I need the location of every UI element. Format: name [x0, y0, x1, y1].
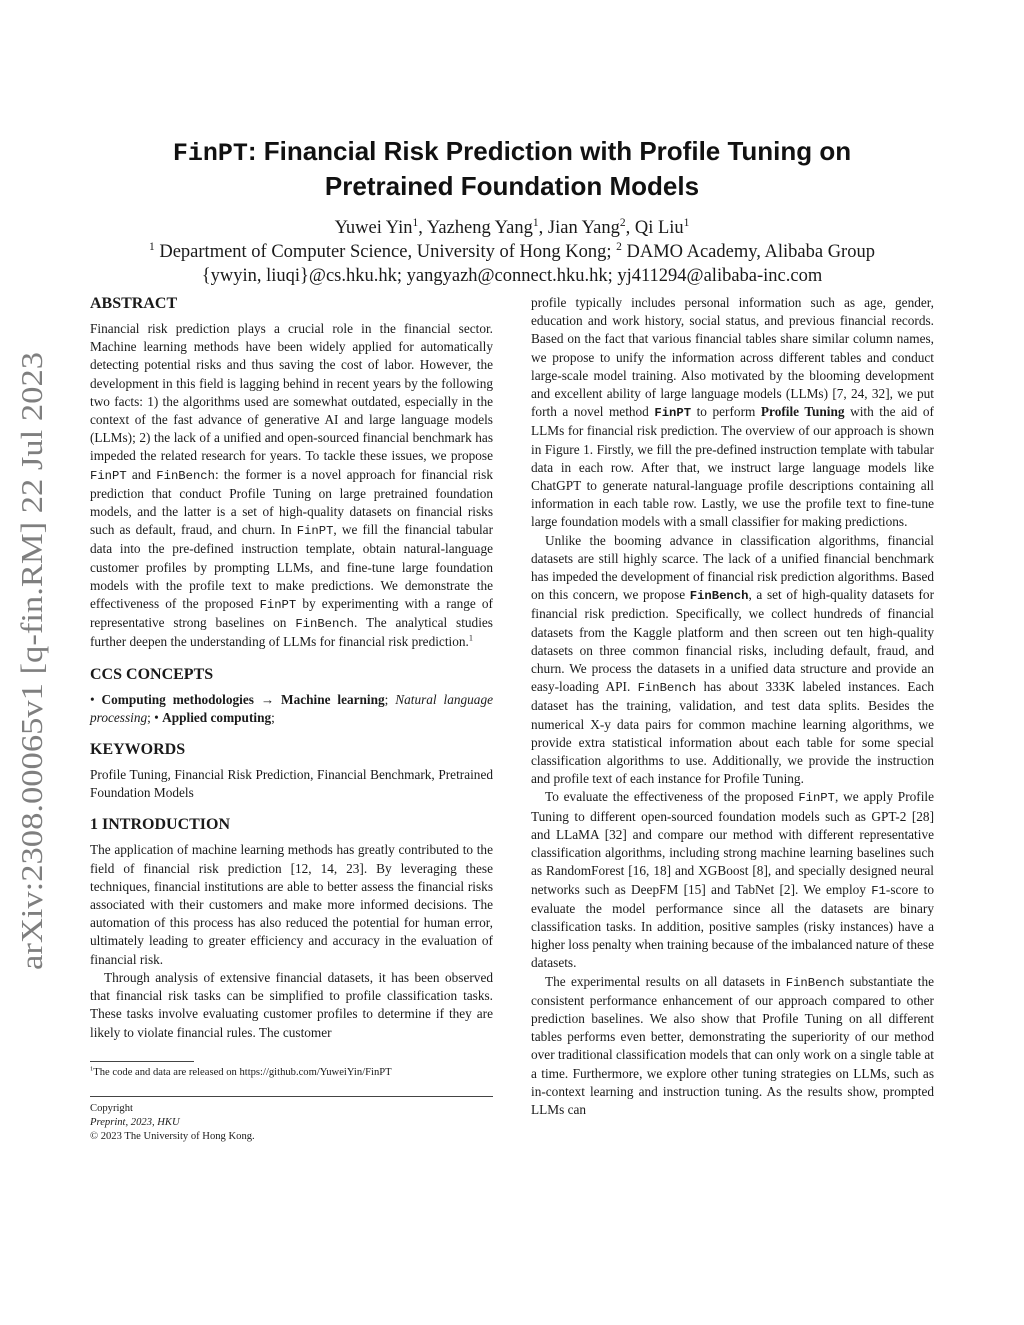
copyright-block: [90, 1102, 493, 1144]
intro-paragraph-5: To evaluate the effectiveness of the proposed FinPT, we apply Profile Tuning to different open-sourced foundation models such as GPT-2 [28] and LLaMA [32] and compare our method with different representative classification algorithms, including strong machine learning baselines such as RandomForest [16, 18] and XGBoost [8], and specially designed neural networks such as DeepFM [15] and TabNet [2]. We employ F1-score to evaluate the model performance since all the datasets are binary classification tasks. In addition, positive samples (risky instances) have a higher loss penalty when training because of the imbalanced nature of these datasets.: [531, 789, 934, 971]
author-affiliation-mark: 1: [412, 216, 419, 229]
author-affiliation-mark: 1: [683, 216, 690, 229]
author-name: Yuwei Yin: [334, 218, 413, 238]
footnote-mark: 1: [468, 634, 473, 644]
left-column: [90, 294, 493, 1144]
introduction-heading: 1 INTRODUCTION: [90, 816, 231, 834]
keywords-heading: KEYWORDS: [90, 741, 186, 759]
abstract-paragraph: Financial risk prediction plays a crucial role in the financial sector. Machine learning methods have been widely applied for automatically detecting potential risks and thus saving the cost of labor. However, the development in this field is lagging behind in recent years by the following two facts: 1) the algorithms used are somewhat outdated, especially in the context of the fast advance of generative AI and large language models (LLMs); 2) the lack of a unified and open-sourced financial benchmark has impeded the related research for years. To tackle these issues, we propose FinPT and FinBench: the former is a novel approach for financial risk prediction that conduct Profile Tuning on large pretrained foundation models, and the latter is a set of high-quality datasets on financial risks such as default, fraud, and churn. In FinPT, we fill the financial tabular data into the pre-defined instruction template, obtain natural-language customer profiles by prompting LLMs, and fine-tune large foundation models with the profile text to make predictions. We demonstrate the effectiveness of the proposed FinPT by experimenting with a range of representative strong baselines on FinBench. The analytical studies further deepen the understanding of LLMs for financial risk prediction.$^1$: [90, 321, 494, 650]
affiliation-1: Department of Computer Science, University of Hong Kong;: [154, 242, 617, 262]
keywords-text: Profile Tuning, Financial Risk Prediction, Financial Benchmark, Pretrained Foundation Models: [90, 767, 493, 801]
copyright-holder: © 2023 The University of Hong Kong.: [90, 1130, 255, 1142]
intro-paragraph-4: Unlike the booming advance in classification algorithms, financial datasets are still highly scarce. The lack of a unified financial benchmark has impeded the development of financial risk prediction algorithms. Based on this concern, we propose FinBench, a set of high-quality datasets for financial risk prediction. Specifically, we collect hundreds of financial datasets from the Kaggle platform and then screen out ten high-quality datasets on three common financial risks, including default, fraud, and churn. We process the datasets in a unified data structure and provide an easy-loading API. FinBench has about 333K labeled instances. Each dataset has the training, validation, and test data splits. Besides the numerical X-y data pairs for common machine learning algorithms, we provide extra statistical information about each table for some special classification algorithms to use. Additionally, we provide the instruction and profile text of each instance for Profile Tuning.: [531, 532, 934, 787]
intro-paragraph-3: profile typically includes personal information such as age, gender, education and work history, social status, and previous financial records. Based on the fact that various financial tables share similar column names, we propose to unify the information across different tables and conduct large-scale model training. Also motivated by the blooming development and excellent ability of large language models (LLMs) [7, 24, 32], we put forth a novel method FinPT to perform Profile Tuning with the aid of LLMs for financial risk prediction. The overview of our approach is shown in Figure 1. Firstly, we fill the pre-defined instruction template with tabular data in each row. After that, we instruct large language models like ChatGPT to generate natural-language profile descriptions containing all information in each table row. Lastly, we use the profile text to fine-tune large foundation models with a small classifier for making predictions.: [531, 295, 934, 530]
author-name: Yazheng Yang: [426, 218, 533, 238]
author-name: Qi Liu: [634, 218, 684, 238]
copyright-divider: [90, 1096, 493, 1097]
title-block: [90, 135, 934, 288]
title-line-2: Pretrained Foundation Models: [324, 171, 700, 201]
footnote: $^1$The code and data are released on https://github.com/YuweiYin/FinPT: [90, 1065, 392, 1078]
title-method-name: FinPT: [172, 139, 248, 168]
abstract-heading: ABSTRACT: [90, 295, 178, 312]
author-affiliation-mark: 1: [532, 216, 539, 229]
venue-line: Preprint, 2023, HKU: [90, 1116, 180, 1128]
footnote-text: The code and data are released on https://github.com/YuweiYin/FinPT: [93, 1066, 392, 1078]
footnote-divider: [90, 1061, 194, 1062]
intro-paragraph-2: Through analysis of extensive financial datasets, it has been observed that financial risk tasks can be simplified to profile classification tasks. These tasks involve evaluating customer profiles to determine if they are likely to violate financial rules. The customer: [90, 969, 493, 1040]
author-list: Yuwei Yin$^1$, Yazheng Yang$^1$, Jian Yang$^2$, Qi Liu$^1$: [334, 216, 690, 238]
paper-title: [90, 135, 934, 203]
ccs-concepts: • Computing methodologies → Machine learning; Natural language processing; • Applied computing;: [90, 691, 493, 725]
ccs-heading: CCS CONCEPTS: [90, 665, 214, 683]
affiliation-2: DAMO Academy, Alibaba Group: [621, 242, 875, 262]
intro-paragraph-6: The experimental results on all datasets in FinBench substantiate the consistent performance enhancement of our approach compared to other prediction baselines. We also show that Profile Tuning on all different tables performs even better, demonstrating the superiority of our method over traditional classification models that can only work on a single table at a time. Furthermore, we explore other tuning strategies on LLMs, such as in-context learning and instruction tuning. As the results show, prompted LLMs can: [531, 973, 934, 1117]
copyright-label: Copyright: [90, 1102, 133, 1114]
arxiv-stamp: [8, 348, 52, 970]
right-column: [531, 294, 934, 1119]
author-affiliation-mark: 2: [619, 216, 626, 229]
arxiv-identifier: arXiv:2308.00065v1 [q-fin.RM] 22 Jul 2023: [14, 415, 49, 970]
intro-paragraph-1: The application of machine learning methods has greatly contributed to the field of financial risk prediction [12, 14, 23]. By leveraging these techniques, financial institutions are able to better assess the financial risks associated with their customers and make more informed decisions. The automation of this process has also reduced the potential for human error, ultimately leading to greater efficiency and accuracy in the evaluation of financial risk.: [90, 842, 493, 967]
title-line-1: : Financial Risk Prediction with Profile Tuning on: [247, 136, 852, 166]
author-emails: {ywyin, liuqi}@cs.hku.hk; yangyazh@connect.hku.hk; yj411294@alibaba-inc.com: [201, 266, 823, 286]
author-name: Jian Yang: [547, 218, 620, 238]
affiliations: $^1$ Department of Computer Science, University of Hong Kong; $^2$ DAMO Academy, Alibaba Group: [149, 240, 875, 262]
